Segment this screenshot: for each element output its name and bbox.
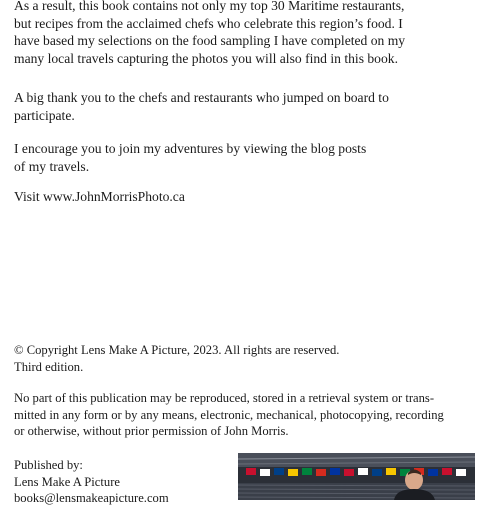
flag-banner [260,469,270,476]
flag-banner [330,468,340,475]
flag-banner [302,468,312,475]
encourage-line: of my travels. [14,158,90,174]
intro-line: have based my selections on the food sampling I have completed on my [14,33,406,48]
encourage-paragraph [14,140,366,175]
intro-line: many local travels capturing the photos you will also find in this book. [14,50,398,66]
flag-banner [456,469,466,476]
rights-line: No part of this publication may be reproduced, stored in a retrieval system or trans- [14,391,435,405]
rights-line: mitted in any form or by any means, electronic, mechanical, photocopying, recording [14,407,444,422]
visit-website-line [14,188,185,206]
flag-banner [344,469,354,476]
rights-notice [14,390,444,440]
flag-banner [316,469,326,476]
flag-banner [274,468,284,475]
flag-banner [288,469,298,476]
arena-ceiling [238,453,475,467]
intro-line: As a result, this book contains not only my top 30 Maritime restaurants, [14,0,405,13]
intro-line: but recipes from the acclaimed chefs who celebrate this region’s food. I [14,15,403,31]
website-link[interactable]: Visit www.JohnMorrisPhoto.ca [14,189,185,204]
copyright-line: © Copyright Lens Make A Picture, 2023. All rights are reserved. [14,343,340,357]
copyright-notice [14,342,339,375]
flag-banner [386,468,396,475]
publisher-info [14,457,169,507]
flag-banner [358,468,368,475]
flag-banner [442,468,452,475]
author-photo [238,453,475,500]
publisher-email: books@lensmakeapicture.com [14,491,169,505]
encourage-line: I encourage you to join my adventures by viewing the blog posts [14,141,367,156]
author-photo-illustration [238,453,475,500]
publisher-name: Lens Make A Picture [14,474,120,489]
thanks-line: participate. [14,107,75,123]
flag-banner [372,469,382,476]
rights-line: or otherwise, without prior permission of John Morris. [14,424,289,438]
thanks-paragraph [14,89,389,124]
flag-banner [246,468,256,475]
intro-paragraph [14,0,405,67]
published-by-label: Published by: [14,458,83,472]
edition-line: Third edition. [14,359,84,374]
flag-banner [428,469,438,476]
thanks-line: A big thank you to the chefs and restaurants who jumped on board to [14,90,389,105]
